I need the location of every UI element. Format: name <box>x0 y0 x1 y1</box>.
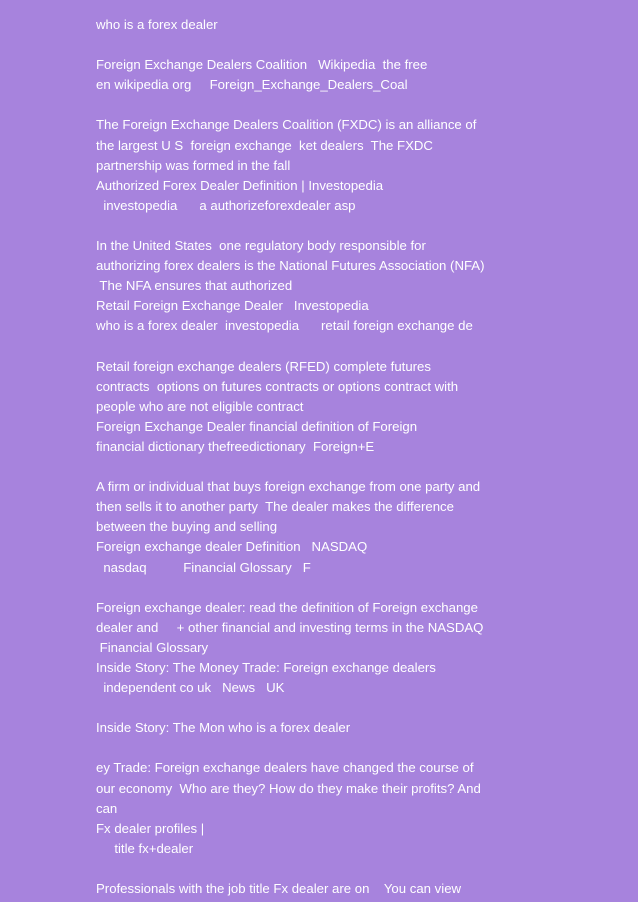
text-line: people who are not eligible contract <box>96 398 304 414</box>
text-line: investopedia a authorizeforexdealer asp <box>96 197 356 213</box>
text-line: Foreign exchange dealer: read the definition of Foreign exchange <box>96 599 478 615</box>
text-line: nasdaq Financial Glossary F <box>96 559 311 575</box>
text-line: Foreign Exchange Dealers Coalition Wikipedia the free <box>96 57 428 73</box>
blank-line <box>96 859 638 879</box>
text-line: who is a forex dealer investopedia retail foreign exchange de <box>96 318 473 334</box>
text-line: The Foreign Exchange Dealers Coalition (FXDC) is an alliance of <box>96 117 477 133</box>
text-line: Foreign exchange dealer Definition NASDAQ <box>96 539 368 555</box>
text-line: en wikipedia org Foreign_Exchange_Dealers_Coal <box>96 77 408 93</box>
text-line: partnership was formed in the fall <box>96 157 291 173</box>
text-line: Inside Story: The Mon who is a forex dealer <box>96 720 351 736</box>
text-line: independent co uk News UK <box>96 680 285 696</box>
blank-line <box>96 698 638 718</box>
text-line: Retail Foreign Exchange Dealer Investopedia <box>96 298 369 314</box>
text-line: between the buying and selling <box>96 519 278 535</box>
text-line: Inside Story: The Money Trade: Foreign exchange dealers <box>96 660 436 675</box>
text-line: Professionals with the job title Fx dealer are on You can view <box>96 881 462 897</box>
document-body <box>96 15 638 899</box>
text-line: can <box>96 800 118 816</box>
text-line: Authorized Forex Dealer Definition | Investopedia <box>96 177 384 193</box>
blank-line <box>96 35 638 55</box>
text-line: dealer and + other financial and investing terms in the NASDAQ <box>96 619 484 635</box>
blank-line <box>96 457 638 477</box>
blank-line <box>96 95 638 115</box>
text-line: ey Trade: Foreign exchange dealers have changed the course of <box>96 760 474 776</box>
text-line: who is a forex dealer <box>96 17 218 32</box>
text-line: A firm or individual that buys foreign exchange from one party and <box>96 479 481 495</box>
text-line: title fx+dealer <box>96 840 194 856</box>
text-line: then sells it to another party The dealer makes the difference <box>96 499 454 515</box>
text-line: Foreign Exchange Dealer financial definition of Foreign <box>96 418 418 434</box>
text-line: In the United States one regulatory body responsible for <box>96 238 426 254</box>
blank-line <box>96 578 638 598</box>
text-line: The NFA ensures that authorized <box>96 278 293 294</box>
blank-line <box>96 337 638 357</box>
blank-line <box>96 738 638 758</box>
text-line: Financial Glossary <box>96 639 209 655</box>
text-line: our economy Who are they? How do they make their profits? And <box>96 780 481 796</box>
text-line: Retail foreign exchange dealers (RFED) complete futures <box>96 358 431 374</box>
text-line: contracts options on futures contracts or options contract with <box>96 378 459 394</box>
blank-line <box>96 216 638 236</box>
text-line: financial dictionary thefreedictionary Foreign+E <box>96 438 375 454</box>
text-line: the largest U S foreign exchange ket dealers The FXDC <box>96 137 433 153</box>
text-line: authorizing forex dealers is the National Futures Association (NFA) <box>96 258 485 274</box>
text-line: Fx dealer profiles | <box>96 820 205 836</box>
